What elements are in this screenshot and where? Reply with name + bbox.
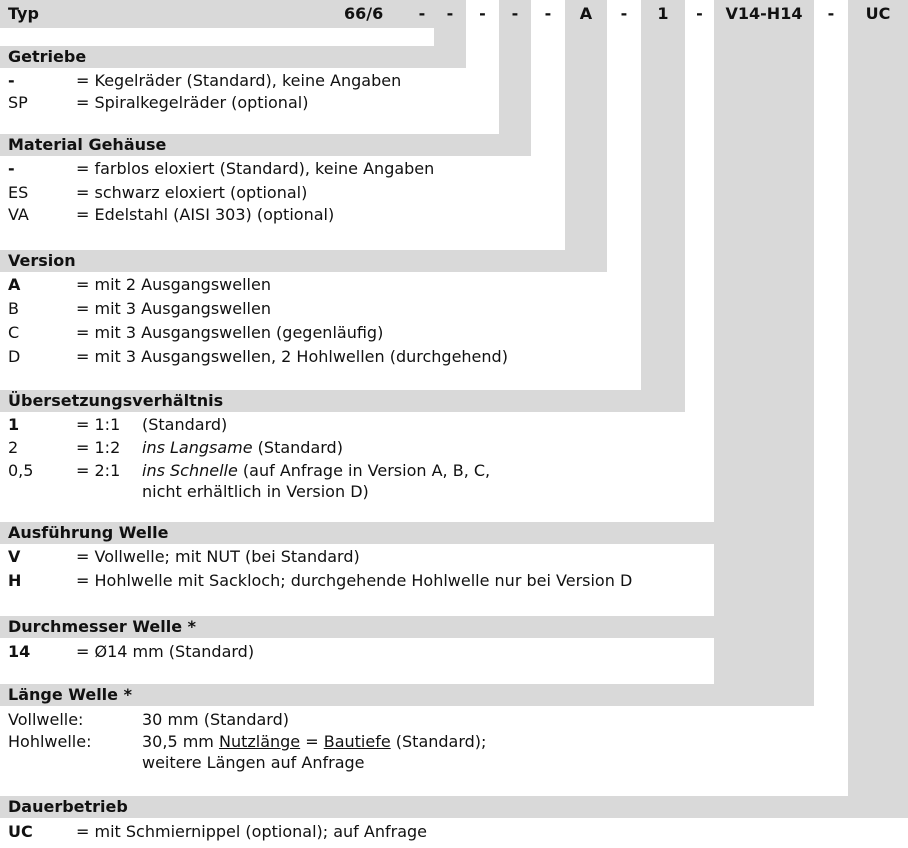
- laenge-bautiefe: Bautiefe: [323, 732, 391, 751]
- laenge-hohl-label: Hohlwelle:: [8, 732, 92, 751]
- ausfuehrung-desc: = Vollwelle; mit NUT (bei Standard): [76, 547, 360, 566]
- laenge-hohl-value: [142, 732, 486, 752]
- laenge-hohl-pre: 30,5 mm: [142, 732, 219, 751]
- ratio-text: (Standard): [252, 438, 343, 457]
- ratio-desc: [142, 438, 343, 458]
- separator-dash: -: [620, 4, 628, 23]
- getriebe-desc: = Kegelräder (Standard), keine Angaben: [76, 71, 402, 90]
- ratio-eq: = 1:2: [76, 438, 121, 457]
- ratio-code: 2: [8, 438, 19, 457]
- welle-value: V14-H14: [725, 4, 803, 23]
- typ-value: 66/6: [344, 4, 384, 23]
- version-desc: = mit 3 Ausgangswellen, 2 Hohlwellen (durchgehend): [76, 347, 508, 366]
- ratio-desc: (Standard): [142, 415, 228, 434]
- laenge-title: Länge Welle *: [8, 685, 132, 704]
- dauer-column: [848, 0, 908, 818]
- separator-dash: -: [544, 4, 552, 23]
- dauer-desc: = mit Schmiernippel (optional); auf Anfrage: [76, 822, 427, 841]
- material-desc: = farblos eloxiert (Standard), keine Angaben: [76, 159, 435, 178]
- separator-dash: -: [479, 4, 486, 23]
- version-code: D: [8, 347, 21, 366]
- ratio-italic: ins Langsame: [142, 438, 253, 457]
- durchmesser-title: Durchmesser Welle *: [8, 617, 197, 636]
- ratio-eq: = 1:1: [76, 415, 121, 434]
- version-column: [565, 0, 607, 272]
- ratio-desc: [142, 461, 490, 481]
- laenge-hohl-line2: weitere Längen auf Anfrage: [142, 753, 365, 772]
- material-code: -: [8, 159, 15, 178]
- dauer-bar: [0, 796, 908, 818]
- separator-dash: -: [827, 4, 835, 23]
- version-desc: = mit 3 Ausgangswellen: [76, 299, 271, 318]
- ratio-desc-line2: nicht erhältlich in Version D): [142, 482, 369, 501]
- ratio-code: 0,5: [8, 461, 34, 480]
- getriebe-code: -: [8, 71, 15, 90]
- getriebe-value: -: [446, 4, 454, 23]
- material-title: Material Gehäuse: [8, 135, 167, 154]
- ratio-eq: = 2:1: [76, 461, 121, 480]
- material-desc: = Edelstahl (AISI 303) (optional): [76, 205, 335, 224]
- durchmesser-desc: = Ø14 mm (Standard): [76, 642, 255, 661]
- material-code: ES: [8, 183, 29, 202]
- ausfuehrung-title: Ausführung Welle: [8, 523, 169, 542]
- welle-column: [714, 0, 814, 684]
- laenge-hohl-post: (Standard);: [390, 732, 487, 751]
- ratio-text: (auf Anfrage in Version A, B, C,: [237, 461, 491, 480]
- material-value: -: [511, 4, 519, 23]
- typ-label: Typ: [8, 4, 39, 23]
- material-code: VA: [8, 205, 29, 224]
- ausfuehrung-desc: = Hohlwelle mit Sackloch; durchgehende Hohlwelle nur bei Version D: [76, 571, 633, 590]
- ratio-code: 1: [8, 415, 20, 434]
- material-desc: = schwarz eloxiert (optional): [76, 183, 308, 202]
- ratio-column: [641, 0, 685, 412]
- version-code: C: [8, 323, 20, 342]
- dauer-code: UC: [8, 822, 33, 841]
- version-value: A: [579, 4, 593, 23]
- version-code: A: [8, 275, 21, 294]
- ratio-title: Übersetzungsverhältnis: [8, 391, 224, 410]
- dauer-value: UC: [865, 4, 891, 23]
- ratio-value: 1: [657, 4, 669, 23]
- ratio-italic: ins Schnelle: [142, 461, 238, 480]
- laenge-nutzlaenge: Nutzlänge: [218, 732, 301, 751]
- durchmesser-code: 14: [8, 642, 31, 661]
- version-desc: = mit 3 Ausgangswellen (gegenläufig): [76, 323, 384, 342]
- separator-dash: -: [418, 4, 426, 23]
- dauer-title: Dauerbetrieb: [8, 797, 128, 816]
- version-title: Version: [8, 251, 76, 270]
- ausfuehrung-code: H: [8, 571, 22, 590]
- laenge-hohl-eq: =: [300, 732, 324, 751]
- getriebe-desc: = Spiralkegelräder (optional): [76, 93, 309, 112]
- getriebe-title: Getriebe: [8, 47, 87, 66]
- laenge-voll-value: 30 mm (Standard): [142, 710, 289, 729]
- version-code: B: [8, 299, 19, 318]
- getriebe-code: SP: [8, 93, 28, 112]
- ausfuehrung-code: V: [8, 547, 21, 566]
- laenge-voll-label: Vollwelle:: [8, 710, 84, 729]
- version-desc: = mit 2 Ausgangswellen: [76, 275, 271, 294]
- version-bar: [0, 250, 607, 272]
- separator-dash: -: [696, 4, 703, 23]
